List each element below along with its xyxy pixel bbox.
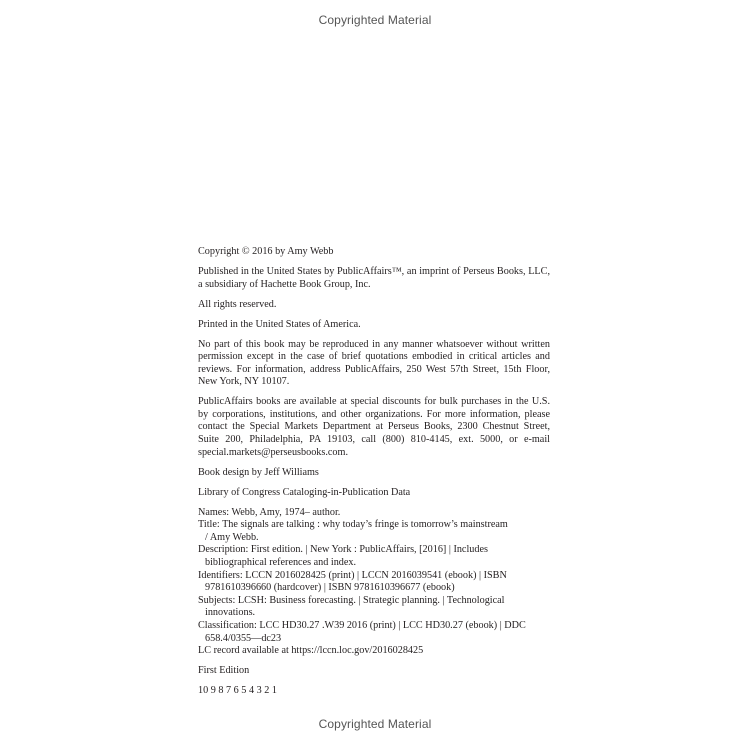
- cip-data-block: [198, 507, 550, 658]
- cip-names-line: Names: Webb, Amy, 1974– author.: [198, 506, 341, 518]
- cip-subjects-line-2: innovations.: [205, 607, 256, 619]
- rights-statement: All rights reserved.: [198, 298, 277, 310]
- cip-classification-line-2: 658.4/0355—dc23: [205, 632, 282, 644]
- printing-line: 10 9 8 7 6 5 4 3 2 1: [198, 685, 277, 697]
- cip-title: [198, 519, 550, 544]
- cip-identifiers-line-2: 9781610396660 (hardcover) | ISBN 9781610396677 (ebook): [205, 582, 455, 594]
- cip-title-line-2: / Amy Webb.: [205, 531, 259, 543]
- printed-statement: Printed in the United States of America.: [198, 318, 361, 330]
- cip-names: [198, 507, 550, 520]
- copyrighted-material-watermark-top: Copyrighted Material: [318, 13, 432, 27]
- cip-identifiers-line-1: Identifiers: LCCN 2016028425 (print) | LCCN 2016039541 (ebook) | ISBN: [198, 569, 507, 581]
- cip-lc-record: [198, 645, 550, 658]
- copyright-page-text: [198, 246, 550, 705]
- cip-classification: [198, 620, 550, 645]
- cip-header: Library of Congress Cataloging-in-Publication Data: [198, 486, 411, 498]
- special-sales-statement: PublicAffairs books are available at special discounts for bulk purchases in the U.S. by corporations, institutions, and other organizations. For more information, please contact the Special Markets Department at Perseus Books, 2300 Chestnut Street, Suite 200, Philadelphia, PA 19103, call (800) 810-4145, ext. 5000, or e-mail special.markets@perseusbooks.com.: [198, 396, 550, 458]
- cip-description: [198, 544, 550, 569]
- cip-description-line-1: Description: First edition. | New York : PublicAffairs, [2016] | Includes: [198, 544, 488, 556]
- cip-subjects-line-1: Subjects: LCSH: Business forecasting. | Strategic planning. | Technological: [198, 594, 505, 606]
- book-design-credit: Book design by Jeff Williams: [198, 466, 319, 478]
- permission-statement: No part of this book may be reproduced in any manner whatsoever without written permission except in the case of brief quotations embodied in critical articles and reviews. For information, address PublicAffairs, 250 West 57th Street, 15th Floor, New York, NY 10107.: [198, 338, 550, 388]
- cip-lc-record-line: LC record available at https://lccn.loc.gov/2016028425: [198, 645, 424, 657]
- cip-identifiers: [198, 570, 550, 595]
- cip-subjects: [198, 595, 550, 620]
- copyrighted-material-watermark-bottom: Copyrighted Material: [318, 717, 432, 731]
- cip-classification-line-1: Classification: LCC HD30.27 .W39 2016 (print) | LCC HD30.27 (ebook) | DDC: [198, 619, 526, 631]
- publisher-statement: Published in the United States by PublicAffairs™, an imprint of Perseus Books, LLC, a subsidiary of Hachette Book Group, Inc.: [198, 265, 550, 290]
- edition-statement: First Edition: [198, 665, 250, 677]
- cip-description-line-2: bibliographical references and index.: [205, 557, 357, 568]
- copyright-line: Copyright © 2016 by Amy Webb: [198, 246, 334, 257]
- cip-title-line-1: Title: The signals are talking : why today’s fringe is tomorrow’s mainstream: [198, 519, 508, 531]
